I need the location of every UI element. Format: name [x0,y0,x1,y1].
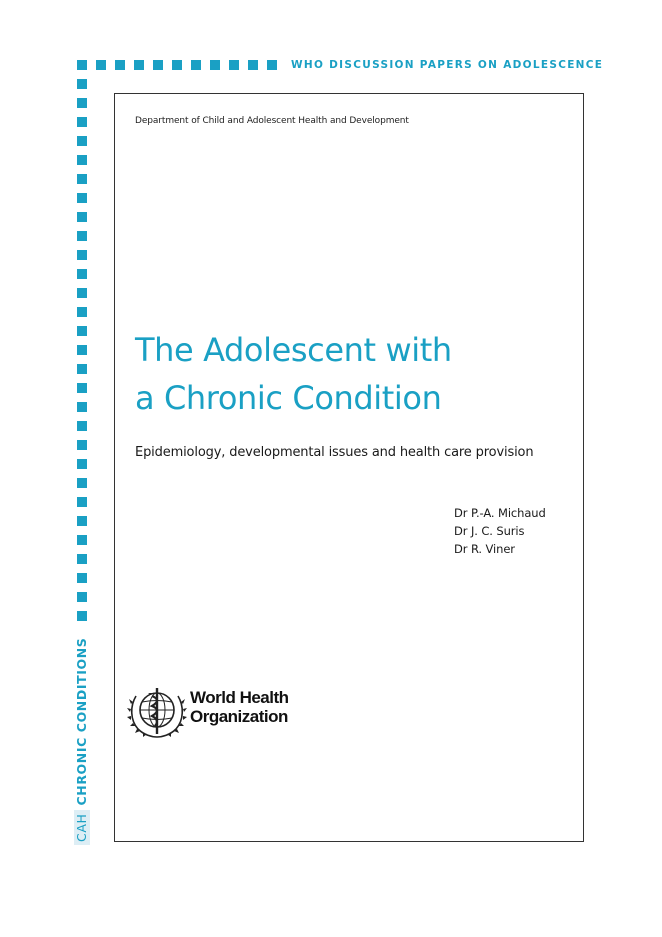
author-name: Dr J. C. Suris [454,524,525,538]
border-square [77,60,87,70]
border-square [77,402,87,412]
author-name: Dr P.-A. Michaud [454,506,546,520]
spine-label [74,638,90,845]
border-square [77,136,87,146]
border-square [77,459,87,469]
border-square [153,60,163,70]
border-square [115,60,125,70]
publisher-name-line-2: Organization [190,707,288,726]
border-square [77,117,87,127]
border-square [77,421,87,431]
border-square [248,60,258,70]
border-square [77,288,87,298]
border-square [77,269,87,279]
border-square [77,193,87,203]
border-square [229,60,239,70]
author-list [454,504,546,558]
border-square [77,155,87,165]
title-line-1: The Adolescent with [135,331,452,369]
border-square [77,231,87,241]
border-square [77,307,87,317]
publisher-name-line-1: World Health [190,688,289,707]
border-square [77,554,87,564]
who-emblem-icon [126,682,188,740]
border-square [77,592,87,602]
border-square [77,611,87,621]
border-square [77,326,87,336]
border-square [172,60,182,70]
who-logo [126,682,316,742]
series-banner: WHO DISCUSSION PAPERS ON ADOLESCENCE [291,59,604,71]
border-square [77,79,87,89]
department-name: Department of Child and Adolescent Health and Development [135,116,409,126]
border-square [77,212,87,222]
border-square [267,60,277,70]
border-square [77,440,87,450]
spine-topic: CHRONIC CONDITIONS [74,637,89,806]
spine-prefix: CAH [74,810,90,845]
border-square [77,250,87,260]
border-square [96,60,106,70]
border-square [77,383,87,393]
border-square [77,174,87,184]
publisher-name [190,688,289,726]
author-name: Dr R. Viner [454,542,515,556]
border-square [77,98,87,108]
page-title [135,326,575,422]
page-subtitle: Epidemiology, developmental issues and health care provision [135,445,534,460]
border-square [77,497,87,507]
title-line-2: a Chronic Condition [135,379,442,417]
border-square [77,535,87,545]
border-square [77,345,87,355]
border-square [77,573,87,583]
border-square [134,60,144,70]
border-square [77,478,87,488]
border-square [191,60,201,70]
border-square [77,516,87,526]
border-square [210,60,220,70]
border-square [77,364,87,374]
